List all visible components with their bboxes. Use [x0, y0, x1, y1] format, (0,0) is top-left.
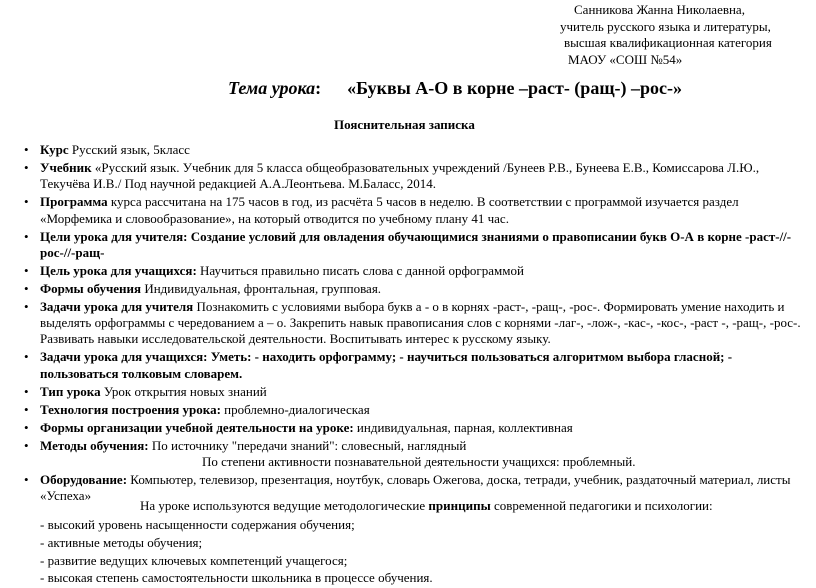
item-label: Цели урока для учителя:	[40, 228, 188, 244]
item-text: Компьютер, телевизор, презентация, ноутбук, словарь Ожегова, доска, тетради, учебник, раздаточный материал, листы «Успеха»	[40, 471, 791, 504]
item-text: Познакомить с условиями выбора букв а - о в корнях -раст-, -ращ-, -рос-. Формировать умение находить и выделять орфограммы с чередованием а – о. Закрепить навык правописания слов с корнями -лаг-, -лож-, -кас-, -кос-, -раст -, -ращ-, -рос-. Развивать навыки исследовательской деятельности. Воспитывать интерес к русскому языку.	[40, 298, 801, 347]
item-label: Формы организации учебной деятельности на уроке:	[40, 419, 354, 435]
list-item-student-goal	[24, 263, 804, 279]
author-name: Санникова Жанна Николаевна,	[574, 2, 745, 17]
item-text: Создание условий для овладения обучающимися знаниями о правописании букв О-А в корне -раст-//-рос-//-ращ-	[40, 228, 792, 260]
item-text: индивидуальная, парная, коллективная	[353, 419, 573, 435]
item-label: Методы обучения:	[40, 437, 149, 453]
item-text: По источнику "передачи знаний": словесный, наглядный	[148, 437, 467, 453]
item-label: Курс	[40, 142, 69, 157]
list-item-lesson-type	[24, 384, 804, 400]
author-category: высшая квалификационная категория	[564, 35, 772, 50]
principles-bold: принципы	[428, 498, 491, 513]
principle-item: - развитие ведущих ключевых компетенций учащегося;	[40, 552, 348, 568]
section-subtitle: Пояснительная записка	[334, 117, 475, 132]
item-text: курса рассчитана на 175 часов в год, из расчёта 5 часов в неделю. В соответствии с программой изучается раздел «Морфемика и словообразование», на который отводится по учебному плану 41 час.	[40, 194, 739, 226]
item-label: Формы обучения	[40, 280, 142, 296]
list-item-course	[24, 142, 804, 158]
list-item-methods	[24, 438, 804, 471]
item-extra: По степени активности познавательной деятельности учащихся: проблемный.	[202, 453, 636, 469]
list-item-teacher-tasks	[24, 299, 804, 348]
list-item-program	[24, 194, 804, 227]
list-item-student-tasks	[24, 349, 804, 382]
item-label: Задачи урока для учителя	[40, 298, 194, 314]
item-label: Технология построения урока:	[40, 401, 221, 417]
list-item-technology	[24, 402, 804, 418]
principles-after: современной педагогики и психологии:	[490, 498, 713, 513]
author-block	[560, 2, 772, 68]
item-label: Оборудование:	[40, 471, 128, 487]
lesson-title-text: «Буквы А-О в корне –раст- (ращ-) –рос-»	[347, 78, 682, 98]
item-text: «Русский язык. Учебник для 5 класса общеобразовательных учреждений /Бунеев Р.В., Бунеева Е.В., Комиссарова Л.Ю., Текучёва И.В./ Под научной редакцией А.А.Леонтьева. М.Баласс, 2014.	[40, 159, 760, 192]
item-text: Научиться правильно писать слова с данной орфограммой	[196, 262, 524, 278]
list-item-textbook	[24, 160, 804, 193]
item-label: Задачи урока для учащихся:	[40, 349, 208, 365]
principle-item: - активные методы обучения;	[40, 534, 203, 550]
principle-list	[40, 516, 433, 587]
list-item-organization	[24, 420, 804, 436]
item-text: Русский язык, 5класс	[68, 142, 190, 157]
author-school: МАОУ «СОШ №54»	[568, 51, 683, 67]
item-label: Учебник	[40, 159, 92, 175]
item-text: Урок открытия новых знаний	[100, 383, 267, 399]
item-label: Тип урока	[40, 383, 101, 399]
lesson-title-colon: :	[315, 78, 322, 98]
principles-intro	[140, 498, 713, 514]
info-list	[24, 142, 804, 506]
list-item-teacher-goals	[24, 229, 804, 262]
principles-before: На уроке используются ведущие методологические	[140, 498, 429, 513]
principle-item: - высокий уровень насыщенности содержания обучения;	[40, 517, 355, 532]
lesson-title	[228, 78, 682, 99]
author-position: учитель русского языка и литературы,	[560, 18, 771, 34]
principle-item: - высокая степень самостоятельности школьника в процессе обучения.	[40, 570, 433, 586]
item-label: Программа	[40, 194, 108, 210]
item-text: Уметь: - находить орфограмму; - научиться пользоваться алгоритмом выбора гласной; - пользоваться толковым словарем.	[40, 349, 733, 381]
list-item-forms	[24, 281, 804, 297]
item-label: Цель урока для учащихся:	[40, 262, 197, 278]
lesson-title-label: Тема урока	[228, 78, 316, 98]
item-text: проблемно-диалогическая	[220, 401, 370, 417]
item-text: Индивидуальная, фронтальная, групповая.	[141, 280, 382, 296]
